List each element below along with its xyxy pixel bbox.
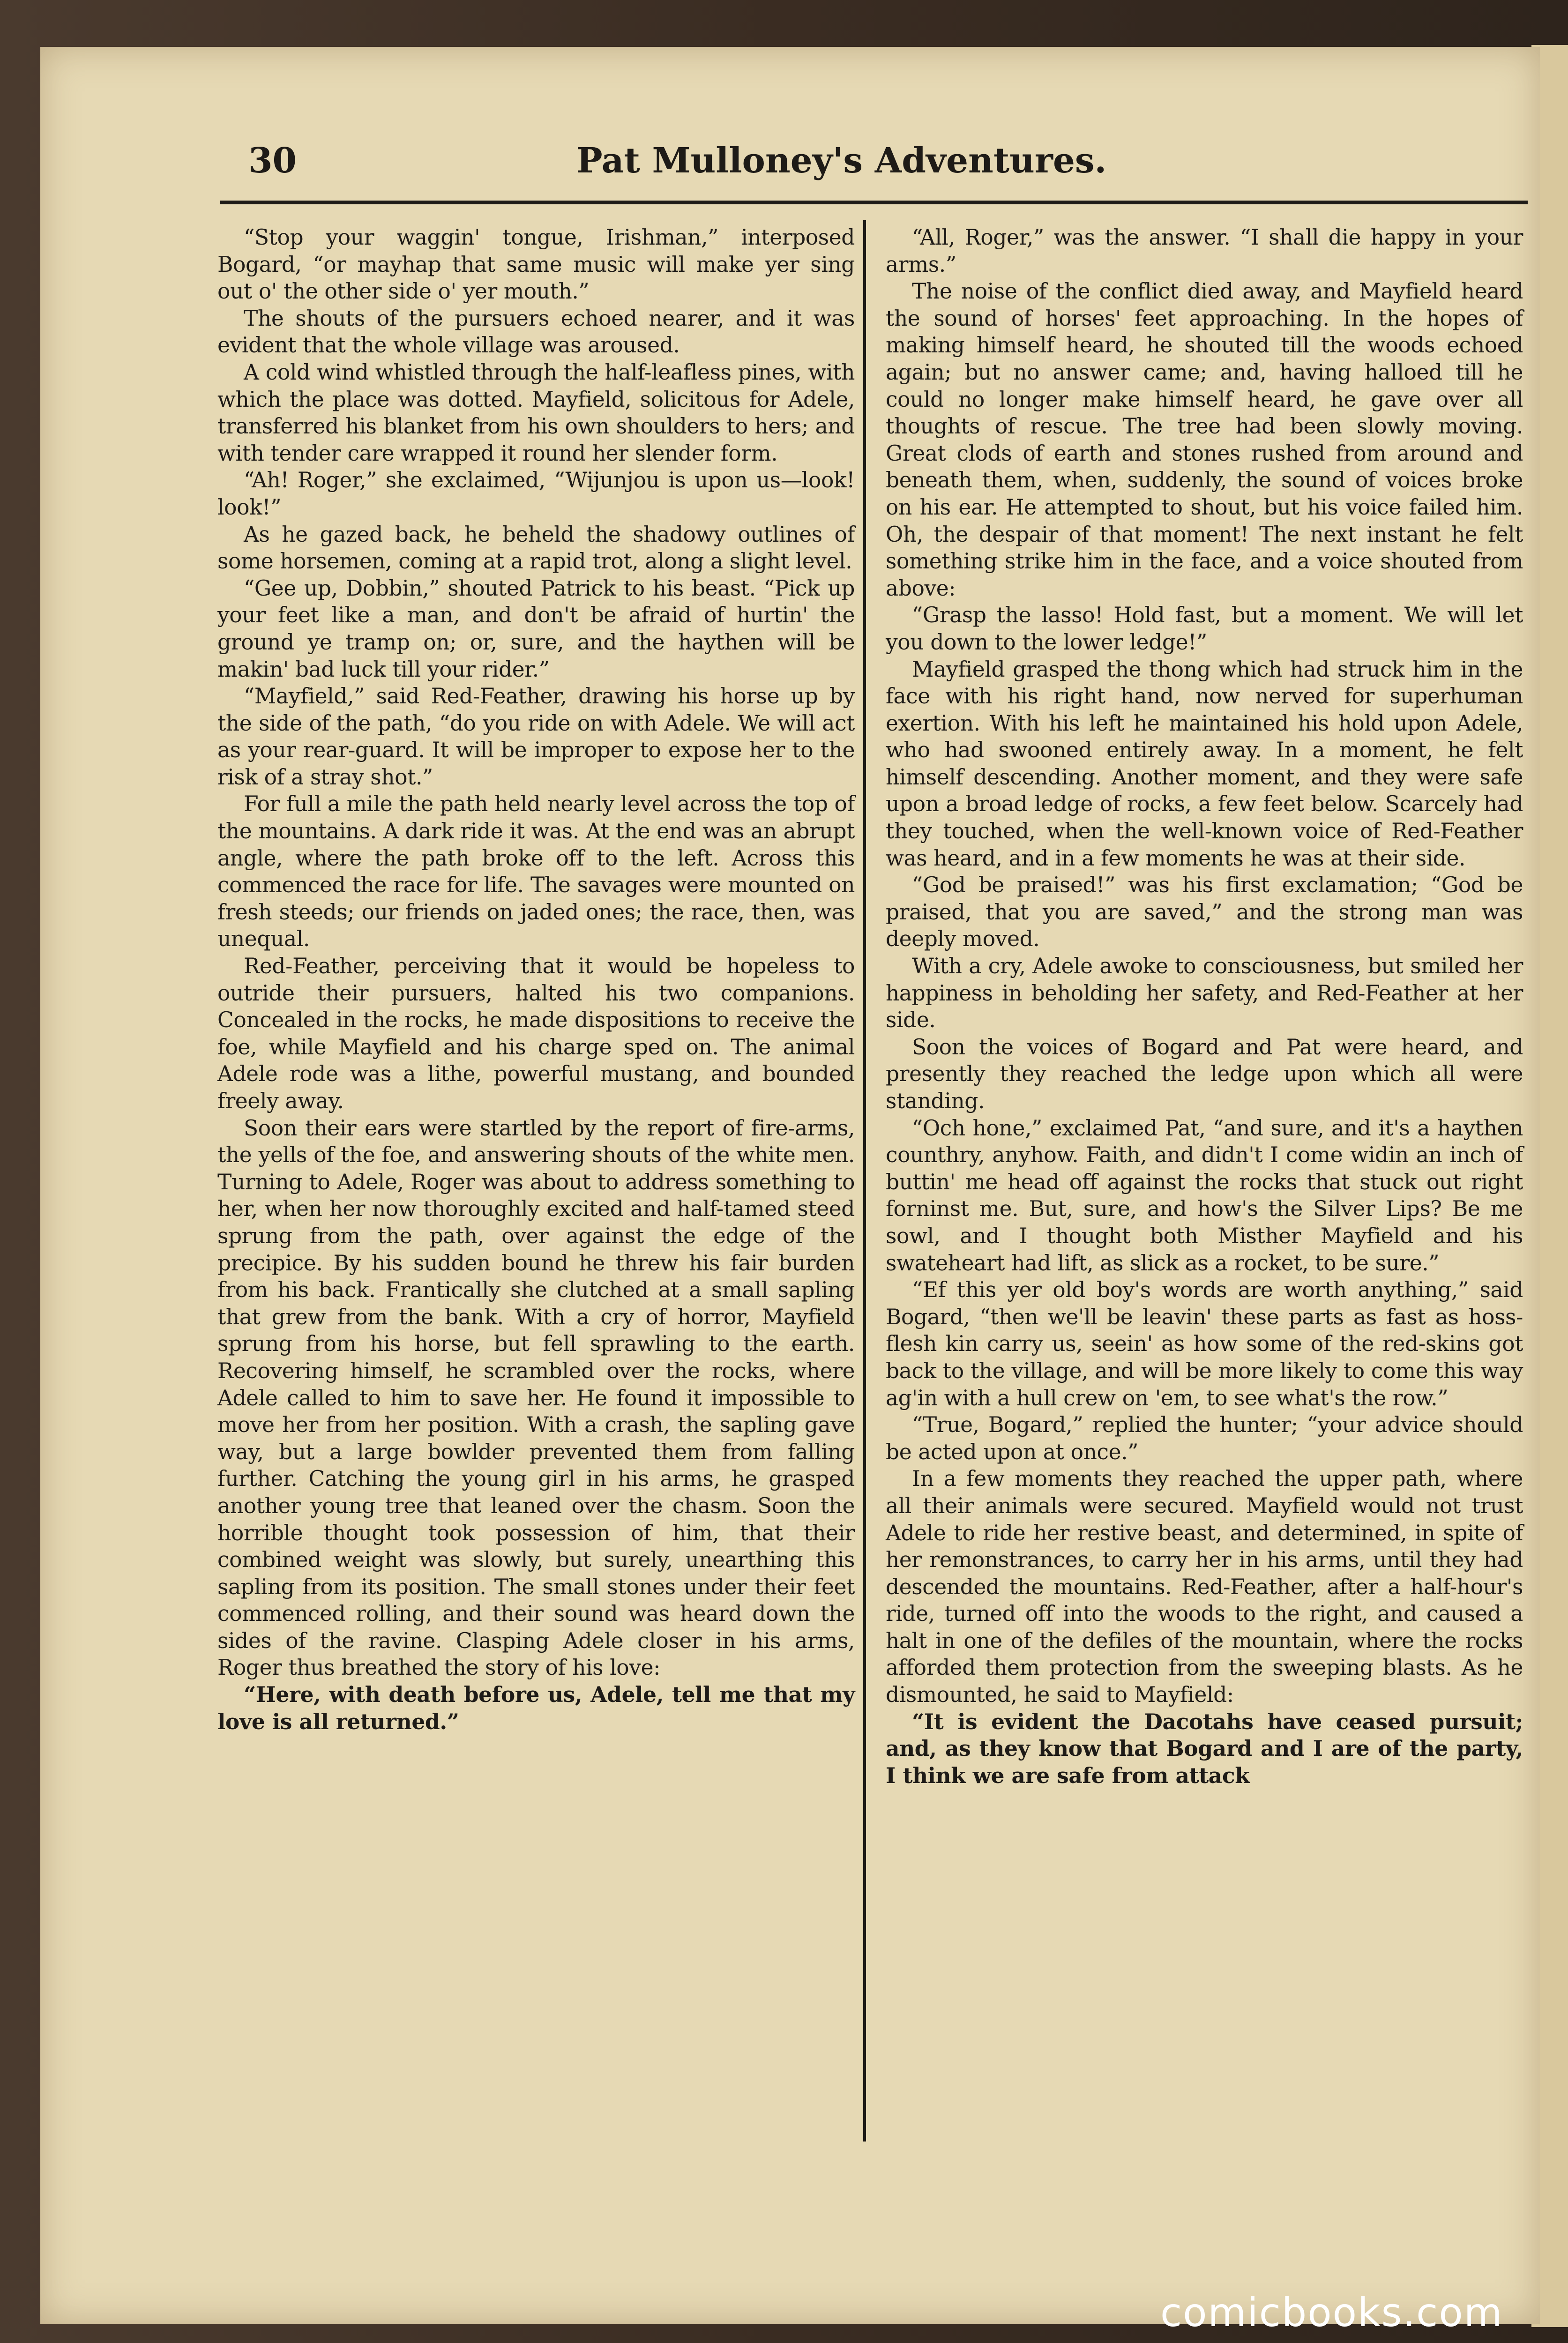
paragraph: “Ah! Roger,” she exclaimed, “Wijunjou is upon us—look! look!”: [217, 468, 855, 520]
paragraph: “Stop your waggin' tongue, Irishman,” interposed Bogard, “or mayhap that same music will make yer sing out o' the other side o' yer mouth.”: [217, 225, 855, 304]
right-column: [886, 224, 1523, 1789]
paragraph: Soon the voices of Bogard and Pat were heard, and presently they reached the ledge upon which all were standing.: [886, 1034, 1523, 1113]
paragraph: “Mayfield,” said Red-Feather, drawing his horse up by the side of the path, “do you ride on with Adele. We will act as your rear-guard. It will be improper to expose her to the risk of a stray shot.”: [217, 684, 855, 790]
running-title: Pat Mulloney's Adventures.: [576, 141, 1107, 181]
header-rule: [220, 201, 1528, 204]
paragraph: With a cry, Adele awoke to consciousness, but smiled her happiness in beholding her safety, and Red-Feather at her side.: [886, 954, 1523, 1033]
paragraph: “It is evident the Dacotahs have ceased pursuit; and, as they know that Bogard and I are of the party, I think we are safe from attack: [886, 1709, 1523, 1788]
paragraph: “Gee up, Dobbin,” shouted Patrick to his beast. “Pick up your feet like a man, and don't be afraid of hurtin' the ground ye tramp on; or, sure, and the haythen will be makin' bad luck till your rider.”: [217, 575, 855, 682]
paragraph: “Here, with death before us, Adele, tell me that my love is all returned.”: [217, 1682, 855, 1734]
paragraph: Soon their ears were startled by the report of fire-arms, the yells of the foe, and answering shouts of the white men. Turning to Adele, Roger was about to address something to her, when her now thoroughly excited and half-tamed steed sprung from the path, over against the edge of the precipice. By his sudden bound he threw his fair burden from his back. Frantically she clutched at a small sapling that grew from the bank. With a cry of horror, Mayfield sprung from his horse, but fell sprawling to the earth. Recovering himself, he scrambled over the rocks, where Adele called to him to save her. He found it impossible to move her from her position. With a crash, the sapling gave way, but a large bowlder prevented them from falling further. Catching the young girl in his arms, he grasped another young tree that leaned over the chasm. Soon the horrible thought took possession of him, that their combined weight was slowly, but surely, unearthing this sapling from its position. The small stones under their feet commenced rolling, and their sound was heard down the sides of the ravine. Clasping Adele closer in his arms, Roger thus breathed the story of his love:: [217, 1115, 855, 1680]
paragraph: “Och hone,” exclaimed Pat, “and sure, and it's a haythen counthry, anyhow. Faith, and didn't I come widin an inch of buttin' me head off against the rocks that stuck out right forninst me. But, sure, and how's the Silver Lips? Be me sowl, and I thought both Misther Mayfield and his swateheart had lift, as slick as a rocket, to be sure.”: [886, 1115, 1523, 1276]
paragraph: Red-Feather, perceiving that it would be hopeless to outride their pursuers, halted his two companions. Concealed in the rocks, he made dispositions to receive the foe, while Mayfield and his charge sped on. The animal Adele rode was a lithe, powerful mustang, and bounded freely away.: [217, 954, 855, 1113]
paragraph: “All, Roger,” was the answer. “I shall die happy in your arms.”: [886, 225, 1523, 277]
paragraph: For full a mile the path held nearly level across the top of the mountains. A dark ride it was. At the end was an abrupt angle, where the path broke off to the left. Across this commenced the race for life. The savages were mounted on fresh steeds; our friends on jaded ones; the race, then, was unequal.: [217, 791, 855, 952]
paragraph: “Ef this yer old boy's words are worth anything,” said Bogard, “then we'll be leavin' these parts as fast as hoss-flesh kin carry us, seein' as how some of the red-skins got back to the village, and will be more likely to come this way ag'in with a hull crew on 'em, to see what's the row.”: [886, 1277, 1523, 1410]
paragraph: “True, Bogard,” replied the hunter; “your advice should be acted upon at once.”: [886, 1412, 1523, 1464]
page-number: 30: [248, 141, 297, 181]
paragraph: “Grasp the lasso! Hold fast, but a moment. We will let you down to the lower ledge!”: [886, 603, 1523, 655]
watermark: comicbooks.com: [1160, 2290, 1503, 2336]
paragraph: The noise of the conflict died away, and Mayfield heard the sound of horses' feet approaching. In the hopes of making himself heard, he shouted till the woods echoed again; but no answer came; and, having halloed till he could no longer make himself heard, he gave over all thoughts of rescue. The tree had been slowly moving. Great clods of earth and stones rushed from around and beneath them, when, suddenly, the sound of voices broke on his ear. He attempted to shout, but his voice failed him. Oh, the despair of that moment! The next instant he felt something strike him in the face, and a voice shouted from above:: [886, 279, 1523, 601]
paragraph: The shouts of the pursuers echoed nearer, and it was evident that the whole village was aroused.: [217, 306, 855, 358]
left-column: [217, 224, 855, 1735]
paragraph: Mayfield grasped the thong which had struck him in the face with his right hand, now nerved for superhuman exertion. With his left he maintained his hold upon Adele, who had swooned entirely away. In a moment, he felt himself descending. Another moment, and they were safe upon a broad ledge of rocks, a few feet below. Scarcely had they touched, when the well-known voice of Red-Feather was heard, and in a few moments he was at their side.: [886, 657, 1523, 871]
column-divider: [863, 220, 866, 2142]
paragraph: In a few moments they reached the upper path, where all their animals were secured. Mayfield would not trust Adele to ride her restive beast, and determined, in spite of her remonstrances, to carry her in his arms, until they had descended the mountains. Red-Feather, after a half-hour's ride, turned off into the woods to the right, and caused a halt in one of the defiles of the mountain, where the rocks afforded them protection from the sweeping blasts. As he dismounted, he said to Mayfield:: [886, 1466, 1523, 1708]
paragraph: “God be praised!” was his first exclamation; “God be praised, that you are saved,” and the strong man was deeply moved.: [886, 873, 1523, 952]
page-header: [220, 141, 1532, 192]
paragraph: A cold wind whistled through the half-leafless pines, with which the place was dotted. Mayfield, solicitous for Adele, transferred his blanket from his own shoulders to hers; and with tender care wrapped it round her slender form.: [217, 359, 855, 466]
paragraph: As he gazed back, he beheld the shadowy outlines of some horsemen, coming at a rapid trot, along a slight level.: [217, 522, 855, 574]
